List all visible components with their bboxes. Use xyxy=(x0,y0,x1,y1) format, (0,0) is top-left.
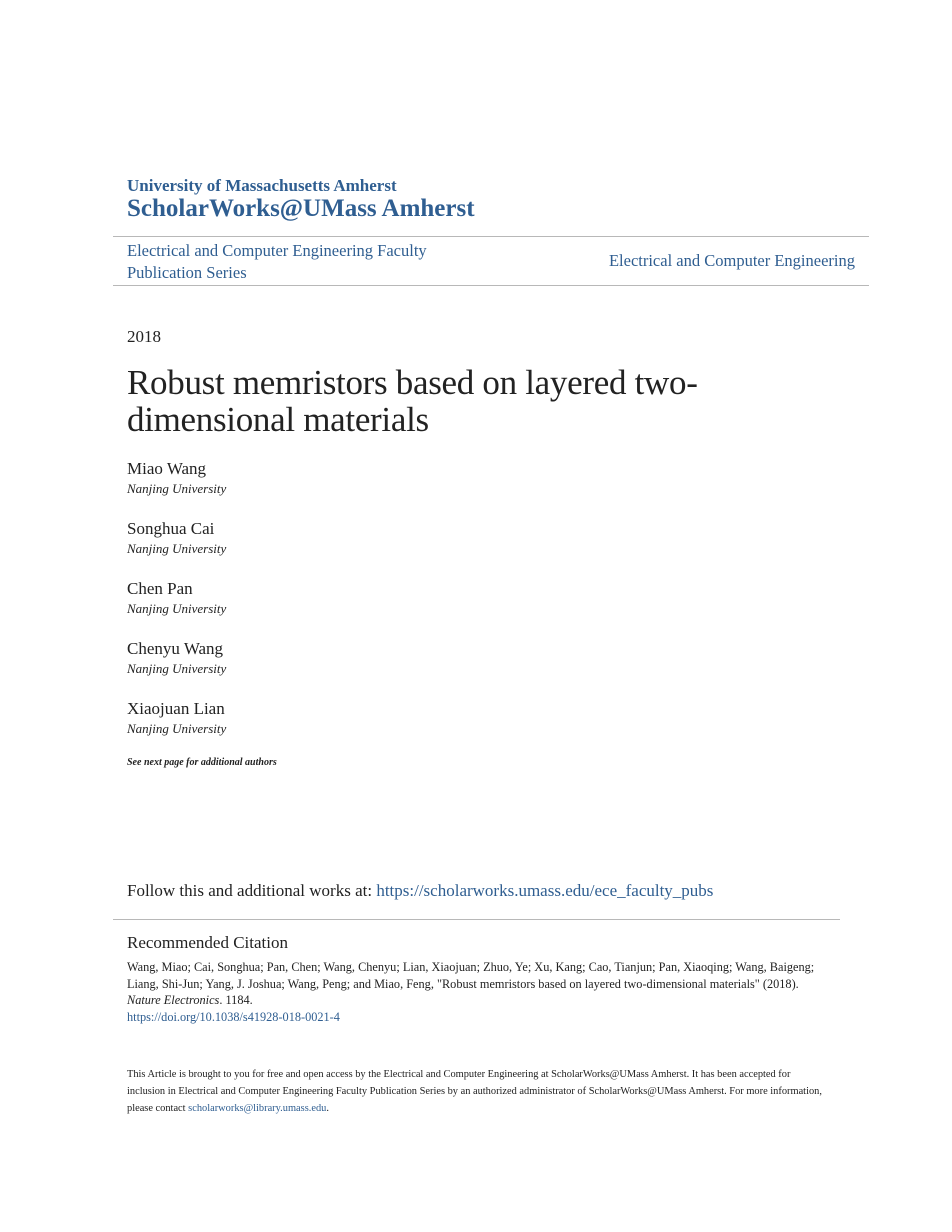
collection-url-link[interactable]: https://scholarworks.umass.edu/ece_faculty_pubs xyxy=(376,881,714,900)
author-list xyxy=(127,458,226,758)
access-notice-end: . xyxy=(326,1103,329,1114)
follow-rule xyxy=(113,919,840,920)
article-title: Robust memristors based on layered two-dimensional materials xyxy=(127,363,698,439)
access-notice xyxy=(127,1066,827,1117)
citation-journal-suffix: . 1184. xyxy=(219,993,253,1007)
author-entry xyxy=(127,518,226,578)
citation-journal: Nature Electronics xyxy=(127,993,220,1007)
author-name: Chen Pan xyxy=(127,579,193,598)
author-affiliation: Nanjing University xyxy=(127,601,227,616)
publication-year: 2018 xyxy=(127,327,161,346)
author-entry xyxy=(127,458,226,518)
series-link[interactable]: Electrical and Computer Engineering Faculty Publication Series xyxy=(127,241,427,282)
author-entry xyxy=(127,698,226,758)
access-notice-text: This Article is brought to you for free and open access by the Electrical and Computer Engineering at ScholarWorks@UMass Amherst. It has been accepted for inclusion in Electrical and Computer Engineering Faculty Publication Series by an authorized administrator of ScholarWorks@UMass Amherst. For more information, please contact xyxy=(127,1069,822,1114)
follow-label: Follow this and additional works at: xyxy=(127,881,373,900)
institution-name: University of Massachusetts Amherst xyxy=(127,176,397,195)
department-link[interactable]: Electrical and Computer Engineering xyxy=(608,251,855,270)
repository-name[interactable]: ScholarWorks@UMass Amherst xyxy=(127,195,475,222)
follow-line xyxy=(127,881,713,901)
author-name: Songhua Cai xyxy=(127,519,215,538)
see-next-page-note: See next page for additional authors xyxy=(127,757,277,768)
author-affiliation: Nanjing University xyxy=(127,721,227,736)
doi-link[interactable]: https://doi.org/10.1038/s41928-018-0021-4 xyxy=(127,1009,340,1024)
author-name: Xiaojuan Lian xyxy=(127,699,225,718)
author-affiliation: Nanjing University xyxy=(127,661,227,676)
header-top-rule xyxy=(113,236,869,237)
author-name: Chenyu Wang xyxy=(127,639,224,658)
author-affiliation: Nanjing University xyxy=(127,541,227,556)
contact-email-link[interactable]: scholarworks@library.umass.edu xyxy=(188,1103,327,1114)
citation-text xyxy=(127,959,817,1025)
recommended-citation-heading: Recommended Citation xyxy=(127,933,288,952)
author-affiliation: Nanjing University xyxy=(127,481,227,496)
author-name: Miao Wang xyxy=(127,459,207,478)
citation-body: Wang, Miao; Cai, Songhua; Pan, Chen; Wang, Chenyu; Lian, Xiaojuan; Zhuo, Ye; Xu, Kang; Cao, Tianjun; Pan, Xiaoqing; Wang, Baigeng; Liang, Shi-Jun; Yang, J. Joshua; Wang, Peng; and Miao, Feng, "Robust memristors based on layered two-dimensional materials" (2018). xyxy=(127,960,815,991)
author-entry xyxy=(127,578,226,638)
author-entry xyxy=(127,638,226,698)
header-bottom-rule xyxy=(113,285,869,286)
